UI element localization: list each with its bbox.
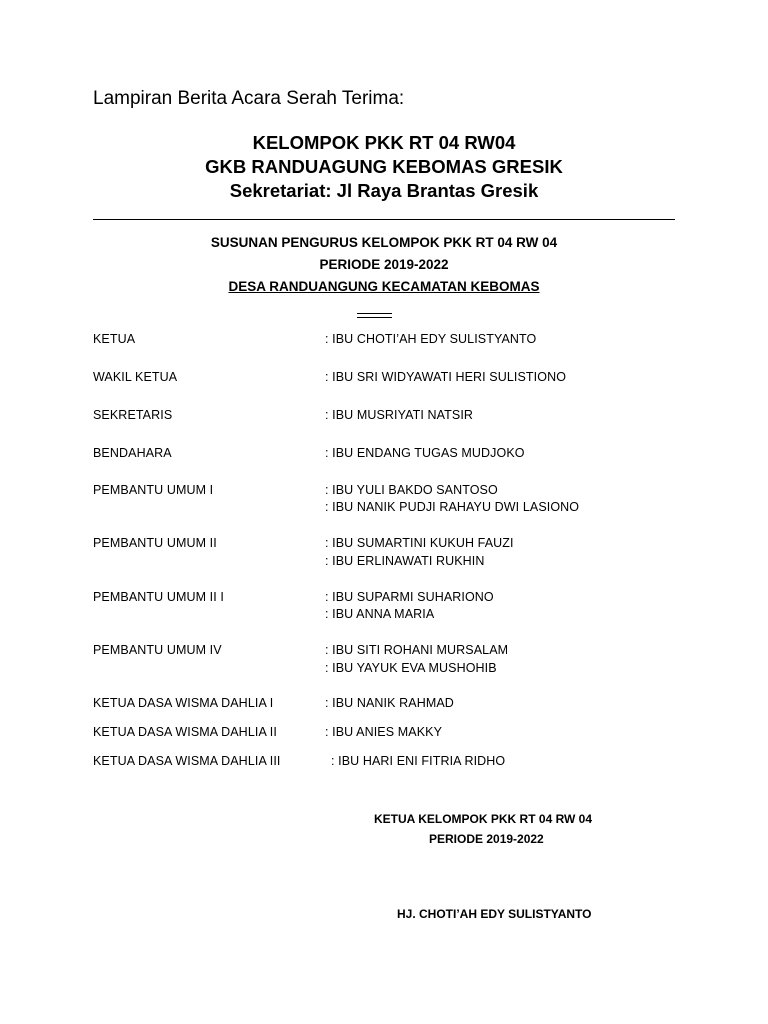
role-label: PEMBANTU UMUM IV: [93, 643, 222, 657]
subtitle-line-3: DESA RANDUANGUNG KECAMATAN KEBOMAS: [228, 279, 540, 294]
signature-period: PERIODE 2019-2022: [429, 832, 544, 846]
underline-mark: [357, 313, 392, 314]
header-divider: [93, 219, 675, 220]
role-label: WAKIL KETUA: [93, 370, 178, 384]
header-line-2: GKB RANDUAGUNG KEBOMAS GRESIK: [205, 156, 563, 177]
officer-name: : IBU NANIK PUDJI RAHAYU DWI LASIONO: [325, 500, 580, 514]
officer-name: : IBU SRI WIDYAWATI HERI SULISTIONO: [325, 370, 567, 384]
officer-name: : IBU SUMARTINI KUKUH FAUZI: [325, 536, 514, 550]
role-label: PEMBANTU UMUM I: [93, 483, 214, 497]
role-label: KETUA DASA WISMA DAHLIA III: [93, 754, 281, 768]
signature-title: KETUA KELOMPOK PKK RT 04 RW 04: [374, 812, 593, 826]
role-label: PEMBANTU UMUM II: [93, 536, 217, 550]
subtitle-line-2: PERIODE 2019-2022: [319, 257, 449, 272]
header-line-3: Sekretariat: Jl Raya Brantas Gresik: [229, 180, 539, 201]
officer-name: : IBU SITI ROHANI MURSALAM: [325, 643, 509, 657]
role-label: SEKRETARIS: [93, 408, 173, 422]
officer-name: : IBU HARI ENI FITRIA RIDHO: [331, 754, 506, 768]
officer-name: : IBU NANIK RAHMAD: [325, 696, 454, 710]
underline-mark: [357, 317, 392, 318]
signatory-name: HJ. CHOTI’AH EDY SULISTYANTO: [397, 907, 592, 921]
officer-name: : IBU ANIES MAKKY: [325, 725, 443, 739]
role-label: KETUA: [93, 332, 136, 346]
role-label: KETUA DASA WISMA DAHLIA II: [93, 725, 277, 739]
officer-name: : IBU ENDANG TUGAS MUDJOKO: [325, 446, 525, 460]
officer-name: : IBU YAYUK EVA MUSHOHIB: [325, 661, 497, 675]
role-label: KETUA DASA WISMA DAHLIA I: [93, 696, 274, 710]
officer-name: : IBU MUSRIYATI NATSIR: [325, 408, 474, 422]
header-line-1: KELOMPOK PKK RT 04 RW04: [252, 132, 516, 153]
officer-name: : IBU CHOTI’AH EDY SULISTYANTO: [325, 332, 537, 346]
attachment-intro: Lampiran Berita Acara Serah Terima:: [93, 88, 405, 109]
role-label: BENDAHARA: [93, 446, 172, 460]
role-label: PEMBANTU UMUM II I: [93, 590, 224, 604]
officer-name: : IBU ANNA MARIA: [325, 607, 435, 621]
subtitle-line-1: SUSUNAN PENGURUS KELOMPOK PKK RT 04 RW 04: [210, 235, 558, 250]
officer-name: : IBU SUPARMI SUHARIONO: [325, 590, 494, 604]
officer-name: : IBU ERLINAWATI RUKHIN: [325, 554, 485, 568]
officer-name: : IBU YULI BAKDO SANTOSO: [325, 483, 498, 497]
